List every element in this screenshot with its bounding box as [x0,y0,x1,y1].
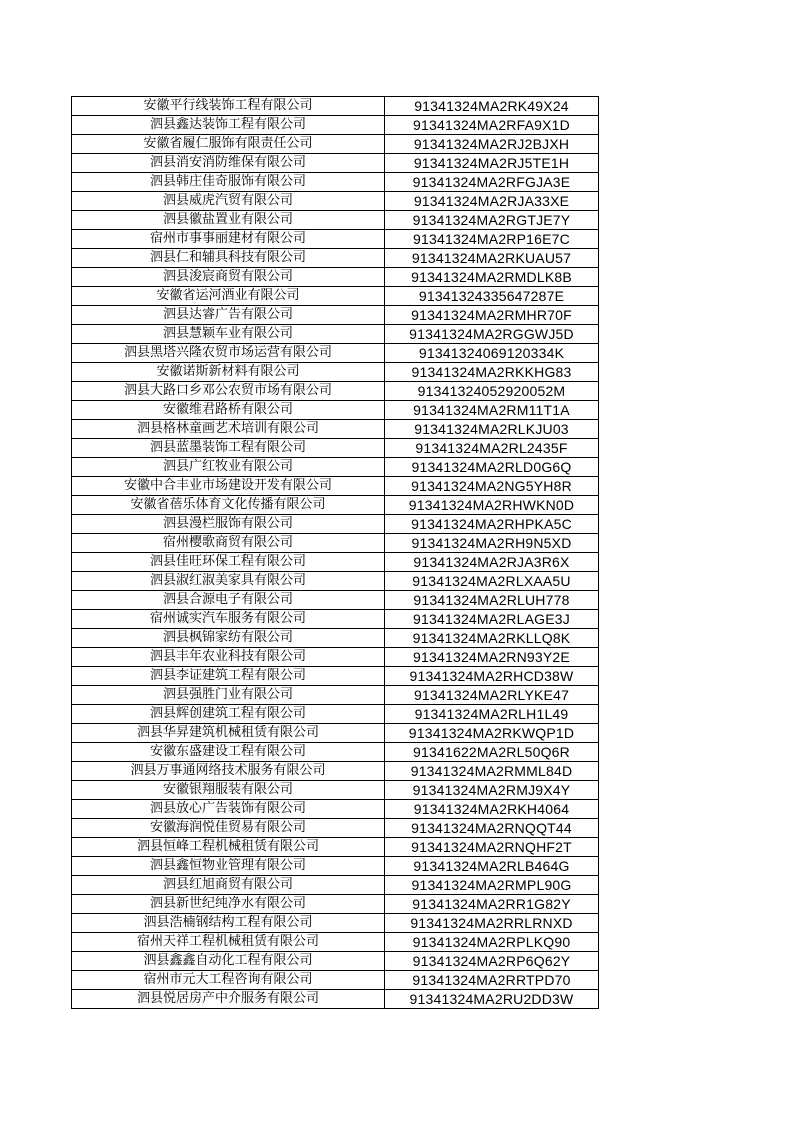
company-name-cell: 安徽平行线装饰工程有限公司 [72,97,385,116]
credit-code-cell: 91341324MA2RMJ9X4Y [385,781,599,800]
company-name-cell: 泗县鑫鑫自动化工程有限公司 [72,952,385,971]
company-name-cell: 泗县漫栏服饰有限公司 [72,515,385,534]
company-name-cell: 泗县慧颖车业有限公司 [72,325,385,344]
table-row [72,762,599,781]
table-body [72,97,599,1009]
company-name-cell: 宿州市元大工程咨询有限公司 [72,971,385,990]
credit-code-cell: 91341324MA2RK49X24 [385,97,599,116]
company-name-cell: 安徽省蓓乐体育文化传播有限公司 [72,496,385,515]
credit-code-cell: 91341324MA2RFGJA3E [385,173,599,192]
company-name-cell: 泗县格林童画艺术培训有限公司 [72,420,385,439]
company-name-cell: 泗县恒峰工程机械租赁有限公司 [72,838,385,857]
company-name-cell: 泗县仁和辅具科技有限公司 [72,249,385,268]
credit-code-cell: 91341324MA2RLXAA5U [385,572,599,591]
company-name-cell: 泗县大路口乡邓公农贸市场有限公司 [72,382,385,401]
table-row [72,914,599,933]
company-registry-table [71,96,599,1009]
company-name-cell: 泗县放心广告装饰有限公司 [72,800,385,819]
credit-code-cell: 91341324MA2RGGWJ5D [385,325,599,344]
table-row [72,154,599,173]
table-row [72,420,599,439]
company-name-cell: 泗县万事通网络技术服务有限公司 [72,762,385,781]
company-name-cell: 宿州樱歌商贸有限公司 [72,534,385,553]
table-row [72,192,599,211]
company-name-cell: 安徽银翔服装有限公司 [72,781,385,800]
table-row [72,971,599,990]
table-row [72,458,599,477]
credit-code-cell: 91341324MA2RLB464G [385,857,599,876]
table-row [72,363,599,382]
table-row [72,439,599,458]
credit-code-cell: 91341324MA2RH9N5XD [385,534,599,553]
company-name-cell: 泗县淑红淑美家具有限公司 [72,572,385,591]
company-name-cell: 宿州市事事丽建材有限公司 [72,230,385,249]
company-name-cell: 泗县佳旺环保工程有限公司 [72,553,385,572]
table-row [72,781,599,800]
company-name-cell: 安徽海润悦佳贸易有限公司 [72,819,385,838]
credit-code-cell: 91341324MA2RLH1L49 [385,705,599,724]
credit-code-cell: 91341324MA2RRTPD70 [385,971,599,990]
table-row [72,591,599,610]
company-name-cell: 泗县华昇建筑机械租赁有限公司 [72,724,385,743]
table-row [72,515,599,534]
credit-code-cell: 91341324MA2RJ2BJXH [385,135,599,154]
table-row [72,344,599,363]
credit-code-cell: 91341324069120334K [385,344,599,363]
table-row [72,648,599,667]
credit-code-cell: 91341622MA2RL50Q6R [385,743,599,762]
company-name-cell: 泗县黑塔兴隆农贸市场运营有限公司 [72,344,385,363]
credit-code-cell: 91341324MA2RMML84D [385,762,599,781]
credit-code-cell: 91341324MA2RMPL90G [385,876,599,895]
table-row [72,743,599,762]
credit-code-cell: 91341324MA2RR1G82Y [385,895,599,914]
company-name-cell: 泗县李证建筑工程有限公司 [72,667,385,686]
table-row [72,401,599,420]
credit-code-cell: 91341324MA2RKWQP1D [385,724,599,743]
table-row [72,534,599,553]
company-name-cell: 泗县强胜门业有限公司 [72,686,385,705]
credit-code-cell: 91341324MA2RP16E7C [385,230,599,249]
credit-code-cell: 91341324MA2RFA9X1D [385,116,599,135]
company-name-cell: 泗县辉创建筑工程有限公司 [72,705,385,724]
company-name-cell: 泗县韩庄佳奇服饰有限公司 [72,173,385,192]
company-name-cell: 泗县鑫达装饰工程有限公司 [72,116,385,135]
table-row [72,268,599,287]
company-name-cell: 泗县消安消防维保有限公司 [72,154,385,173]
credit-code-cell: 91341324MA2RHPKA5C [385,515,599,534]
table-row [72,287,599,306]
credit-code-cell: 91341324052920052M [385,382,599,401]
table-row [72,306,599,325]
company-name-cell: 安徽省履仁服饰有限责任公司 [72,135,385,154]
table-row [72,325,599,344]
table-row [72,610,599,629]
table-row [72,211,599,230]
company-name-cell: 安徽维君路桥有限公司 [72,401,385,420]
credit-code-cell: 91341324MA2RLAGE3J [385,610,599,629]
credit-code-cell: 91341324MA2RRLRNXD [385,914,599,933]
table-row [72,382,599,401]
credit-code-cell: 91341324MA2RKUAU57 [385,249,599,268]
company-name-cell: 泗县丰年农业科技有限公司 [72,648,385,667]
company-name-cell: 泗县徽盐置业有限公司 [72,211,385,230]
company-name-cell: 宿州天祥工程机械租赁有限公司 [72,933,385,952]
credit-code-cell: 91341324MA2RU2DD3W [385,990,599,1009]
table-row [72,990,599,1009]
credit-code-cell: 91341324MA2RKH4064 [385,800,599,819]
table-row [72,686,599,705]
table-row [72,705,599,724]
company-name-cell: 泗县广红牧业有限公司 [72,458,385,477]
credit-code-cell: 91341324MA2RPLKQ90 [385,933,599,952]
table-row [72,667,599,686]
credit-code-cell: 91341324MA2RLD0G6Q [385,458,599,477]
company-name-cell: 安徽省运河酒业有限公司 [72,287,385,306]
credit-code-cell: 91341324MA2RN93Y2E [385,648,599,667]
credit-code-cell: 91341324MA2RMDLK8B [385,268,599,287]
company-name-cell: 泗县浚宸商贸有限公司 [72,268,385,287]
credit-code-cell: 91341324MA2RM11T1A [385,401,599,420]
credit-code-cell: 91341324MA2RNQHF2T [385,838,599,857]
credit-code-cell: 91341324MA2RHWKN0D [385,496,599,515]
credit-code-cell: 91341324MA2RNQQT44 [385,819,599,838]
credit-code-cell: 91341324MA2RP6Q62Y [385,952,599,971]
company-name-cell: 宿州诚实汽车服务有限公司 [72,610,385,629]
credit-code-cell: 91341324335647287E [385,287,599,306]
table-row [72,800,599,819]
credit-code-cell: 91341324MA2RLYKE47 [385,686,599,705]
credit-code-cell: 91341324MA2RL2435F [385,439,599,458]
credit-code-cell: 91341324MA2RLUH778 [385,591,599,610]
table-row [72,477,599,496]
table-row [72,116,599,135]
company-name-cell: 泗县悦居房产中介服务有限公司 [72,990,385,1009]
table-row [72,249,599,268]
credit-code-cell: 91341324MA2RMHR70F [385,306,599,325]
table-row [72,572,599,591]
table-row [72,496,599,515]
table-row [72,724,599,743]
company-name-cell: 安徽诺斯新材料有限公司 [72,363,385,382]
company-name-cell: 安徽中合丰业市场建设开发有限公司 [72,477,385,496]
company-name-cell: 泗县威虎汽贸有限公司 [72,192,385,211]
company-name-cell: 泗县浩楠钢结构工程有限公司 [72,914,385,933]
credit-code-cell: 91341324MA2RLKJU03 [385,420,599,439]
table-row [72,97,599,116]
table-row [72,173,599,192]
credit-code-cell: 91341324MA2RKKHG83 [385,363,599,382]
table-row [72,952,599,971]
table-row [72,857,599,876]
company-name-cell: 泗县鑫恒物业管理有限公司 [72,857,385,876]
table-row [72,895,599,914]
company-name-cell: 泗县枫锦家纺有限公司 [72,629,385,648]
company-name-cell: 安徽东盛建设工程有限公司 [72,743,385,762]
company-name-cell: 泗县合源电子有限公司 [72,591,385,610]
credit-code-cell: 91341324MA2RHCD38W [385,667,599,686]
credit-code-cell: 91341324MA2NG5YH8R [385,477,599,496]
company-name-cell: 泗县达睿广告有限公司 [72,306,385,325]
table-row [72,135,599,154]
table-row [72,838,599,857]
credit-code-cell: 91341324MA2RJ5TE1H [385,154,599,173]
table-row [72,933,599,952]
credit-code-cell: 91341324MA2RJA3R6X [385,553,599,572]
table-row [72,629,599,648]
company-name-cell: 泗县红旭商贸有限公司 [72,876,385,895]
credit-code-cell: 91341324MA2RGTJE7Y [385,211,599,230]
credit-code-cell: 91341324MA2RKLLQ8K [385,629,599,648]
table-row [72,553,599,572]
table-row [72,819,599,838]
company-name-cell: 泗县蓝墨装饰工程有限公司 [72,439,385,458]
table-row [72,876,599,895]
company-name-cell: 泗县新世纪纯净水有限公司 [72,895,385,914]
credit-code-cell: 91341324MA2RJA33XE [385,192,599,211]
table-row [72,230,599,249]
